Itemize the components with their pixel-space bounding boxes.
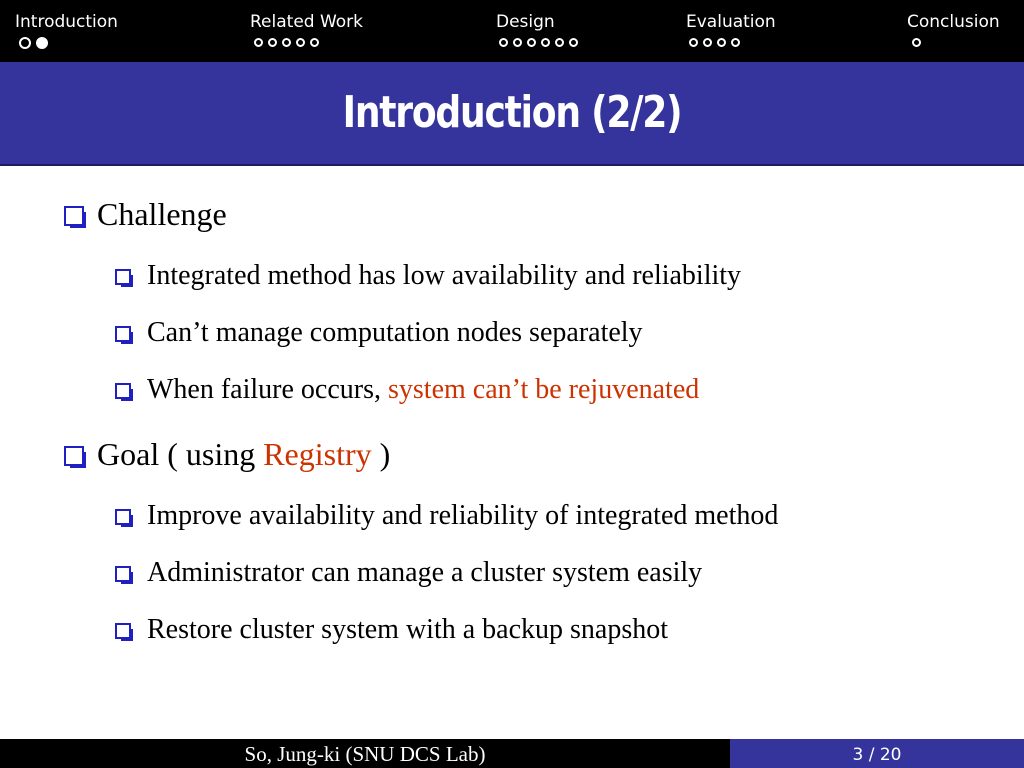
goal-item-3: [115, 612, 668, 648]
goal-heading-highlight: Registry: [263, 436, 372, 472]
goal-heading-text: Goal ( using: [97, 436, 264, 472]
circle-dot-icon[interactable]: [19, 37, 31, 49]
nav-progress-design: [499, 38, 578, 47]
goal-item-2-text: Administrator can manage a cluster system easily: [147, 557, 703, 588]
challenge-item-3-text: When failure occurs,: [147, 374, 388, 405]
nav-section-related-work[interactable]: Related Work: [250, 12, 364, 32]
footer-author: So, Jung-ki (SNU DCS Lab): [244, 742, 486, 766]
goal-item-1: [115, 498, 778, 534]
nav-section-evaluation[interactable]: Evaluation: [686, 12, 776, 32]
square-box-bullet-icon: [115, 623, 131, 639]
circle-dot-icon[interactable]: [527, 38, 536, 47]
circle-dot-icon[interactable]: [310, 38, 319, 47]
circle-dot-icon[interactable]: [912, 38, 921, 47]
circle-dot-icon[interactable]: [541, 38, 550, 47]
circle-dot-icon[interactable]: [268, 38, 277, 47]
page-number: 3 / 20: [852, 745, 902, 765]
circle-dot-icon[interactable]: [717, 38, 726, 47]
goal-item-1-text: Improve availability and reliability of integrated method: [147, 500, 779, 531]
square-box-bullet-icon: [64, 206, 84, 226]
challenge-heading: [64, 194, 227, 234]
goal-item-2: [115, 555, 702, 591]
circle-dot-icon[interactable]: [296, 38, 305, 47]
nav-progress-evaluation: [689, 38, 740, 47]
square-box-bullet-icon: [115, 269, 131, 285]
circle-dot-filled-icon[interactable]: [36, 37, 48, 49]
circle-dot-icon[interactable]: [731, 38, 740, 47]
circle-dot-icon[interactable]: [282, 38, 291, 47]
square-box-bullet-icon: [115, 326, 131, 342]
nav-progress-introduction: [19, 38, 48, 49]
goal-item-3-text: Restore cluster system with a backup snapshot: [147, 614, 669, 645]
circle-dot-icon[interactable]: [703, 38, 712, 47]
nav-section-design[interactable]: Design: [496, 12, 555, 32]
circle-dot-icon[interactable]: [569, 38, 578, 47]
challenge-item-3: [115, 372, 699, 408]
square-box-bullet-icon: [64, 446, 84, 466]
section-navigation-bar: [0, 0, 1024, 62]
nav-section-conclusion[interactable]: Conclusion: [907, 12, 1000, 32]
square-box-bullet-icon: [115, 566, 131, 582]
title-bar: [0, 62, 1024, 166]
footer-author-bar: [0, 739, 730, 768]
nav-progress-related-work: [254, 38, 319, 47]
circle-dot-icon[interactable]: [689, 38, 698, 47]
footer-page-bar: [730, 739, 1024, 768]
challenge-item-1-text: Integrated method has low availability and reliability: [147, 260, 742, 291]
circle-dot-icon[interactable]: [254, 38, 263, 47]
challenge-item-3-highlight: system can’t be rejuvenated: [388, 374, 700, 405]
goal-heading: [64, 434, 390, 474]
circle-dot-icon[interactable]: [513, 38, 522, 47]
square-box-bullet-icon: [115, 383, 131, 399]
slide-title: Introduction (2/2): [342, 87, 682, 138]
goal-heading-suffix: ): [371, 436, 391, 472]
circle-dot-icon[interactable]: [555, 38, 564, 47]
challenge-heading-text: Challenge: [97, 196, 227, 232]
nav-progress-conclusion: [912, 38, 921, 47]
nav-section-introduction[interactable]: Introduction: [15, 12, 118, 32]
challenge-item-2: [115, 315, 643, 351]
challenge-item-2-text: Can’t manage computation nodes separately: [147, 317, 643, 348]
square-box-bullet-icon: [115, 509, 131, 525]
circle-dot-icon[interactable]: [499, 38, 508, 47]
challenge-item-1: [115, 258, 741, 294]
